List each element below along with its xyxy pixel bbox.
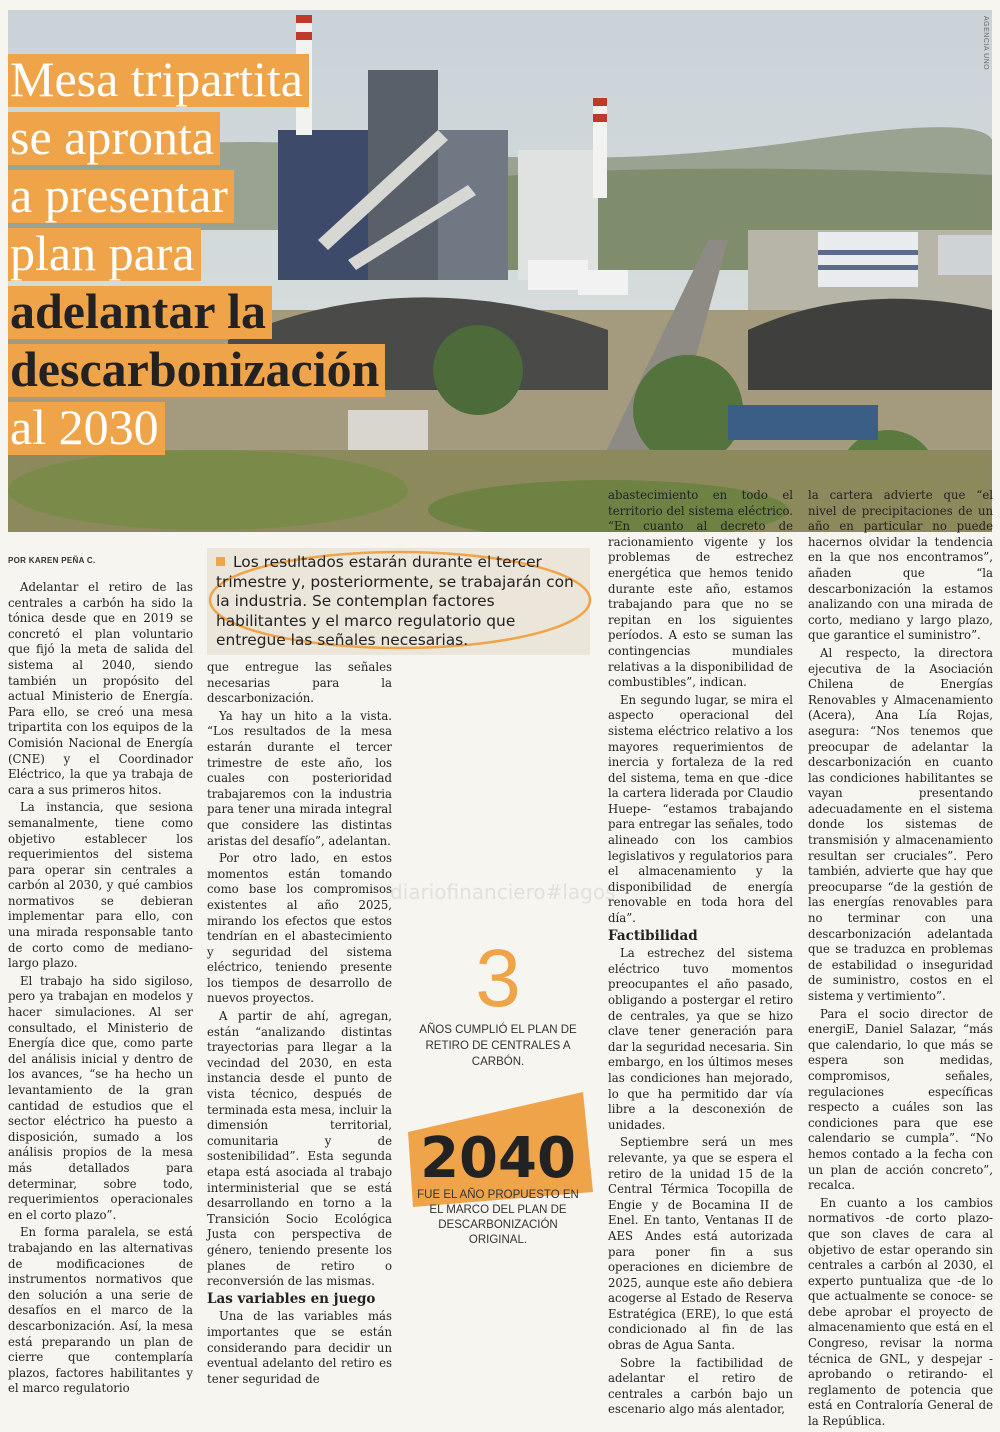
headline-line: al 2030: [8, 402, 385, 455]
article-column-2: [207, 660, 392, 1389]
stat-caption: AÑOS CUMPLIÓ EL PLAN DE RETIRO DE CENTRALES A CARBÓN.: [419, 1024, 577, 1068]
article-column-1: [8, 580, 193, 1399]
paragraph: El trabajo ha sido sigiloso, pero ya trabajan en modelos y hacer simulaciones. Al ser consultado, el Ministerio de Energía dice que, como parte del análisis inicial y dentro de los avances, “se ha hecho un levantamiento de la gran cantidad de estudios que el sector eléctrico ha puesto a disposición, sumado a los análisis propios de la mesa más detallados para determinar, sobre todo, requerimientos operacionales en el corto plazo”.: [8, 973, 193, 1222]
paragraph: Una de las variables más importantes que se están considerando para decidir un eventual adelanto del retiro es tener seguridad de: [207, 1309, 392, 1386]
section-subhead: Las variables en juego: [207, 1290, 376, 1307]
article-column-4: [808, 488, 993, 1432]
paragraph: abastecimiento en todo el territorio del sistema eléctrico. “En cuanto al decreto de racionamiento vigente y los problemas de estrechez energética que hemos tenido durante este año, estamos trabajando para que no se repitan en los siguientes períodos. A esto se suman las contingencias mundiales relativas a la disponibilidad de combustibles”, indican.: [608, 488, 793, 690]
headline-line: a presentar: [8, 170, 385, 223]
stat-caption: FUE EL AÑO PROPUESTO EN EL MARCO DEL PLAN DE DESCARBONIZACIÓN ORIGINAL.: [417, 1189, 579, 1246]
bullet-square-icon: [216, 557, 225, 566]
headline-line: Mesa tripartita: [8, 54, 385, 107]
paragraph: Sobre la factibilidad de adelantar el retiro de centrales a carbón bajo un escenario algo más alentador,: [608, 1355, 793, 1417]
paragraph: la cartera advierte que “el nivel de precipitaciones de un año en particular no puede hacernos olvidar la tendencia en la que nos encontramos”, añaden que “la descarbonización la estamos analizando con una mirada de corto, mediano y largo plazo, que garantice el suministro”.: [808, 488, 993, 643]
headline: [8, 51, 385, 460]
paragraph: Al respecto, la directora ejecutiva de la Asociación Chilena de Energías Renovables y Almacenamiento (Acera), Ana Lía Rojas, asegura: “Nos tenemos que preocupar de adelantar la descarbonización en cuanto las condiciones habilitantes se vayan presentando adecuadamente en el sistema donde los sistemas de transmisión y almacenamiento resultan ser cruciales”. Pero también, advierte que hay que preocuparse “de la gestión de las energías renovables para no terminar con una descarbonización adelantada que se traduzca en problemas de estabilidad o inseguridad de suministro, costos en el sistema y vertimiento”.: [808, 645, 993, 1003]
byline: POR KAREN PEÑA C.: [8, 556, 96, 565]
stat-number: 2040: [420, 1126, 576, 1191]
paragraph: La estrechez del sistema eléctrico tuvo momentos preocupantes el año pasado, obligando a postergar el retiro de centrales, ya que se hizo clave tener generación para dar la seguridad necesaria. Sin embargo, en los últimos meses las condiciones han mejorado, lo que ha permitido dar vía libre a la desconexión de unidades.: [608, 946, 793, 1132]
paragraph: que entregue las señales necesarias para la descarbonización.: [207, 660, 392, 706]
pull-quote: Los resultados estarán durante el tercer trimestre y, posteriormente, se trabajarán con la industria. Se contemplan factores habilitantes y el marco regulatorio que entregue las señales necesarias.: [216, 553, 574, 649]
paragraph: Por otro lado, en estos momentos están tomando como base los compromisos existentes al año 2025, mirando los efectos que estos tendrían en el abastecimiento y seguridad del sistema eléctrico, teniendo presente los tiempos de desarrollo de nuevos proyectos.: [207, 851, 392, 1006]
paragraph: Ya hay un hito a la vista. “Los resultados de la mesa estarán durante el tercer trimestre de este año, los cuales con posterioridad trabajaremos con la industria para tener una mirada integral que considere las distintas aristas del desafío”, adelantan.: [207, 708, 392, 848]
watermark: diariofinanciero#lagos: [390, 880, 616, 904]
headline-line: se apronta: [8, 112, 385, 165]
headline-line: plan para: [8, 228, 385, 281]
headline-line: descarbonización: [8, 344, 385, 397]
paragraph: En cuanto a los cambios normativos -de corto plazo- que son claves de cara al objetivo de estar operando sin centrales a carbón al 2030, el experto puntualiza que -de lo que actualmente se conoce- se debe aprobar el proyecto de almacenamiento que está en el Congreso, revisar la norma técnica de GNL, y despejar -aprobando o retirando- el reglamento de potencia que está en Contraloría General de la República.: [808, 1195, 993, 1429]
paragraph: En segundo lugar, se mira el aspecto operacional del sistema eléctrico relativo a los mayores requerimientos de inercia y fortaleza de la red del sistema, tema en que -dice la cartera liderada por Claudio Huepe- “estamos trabajando para entregar las señales, todo alineado con los cambios legislativos y regulatorios para el almacenamiento y la disponibilidad de energía renovable en toda hora del día”.: [608, 692, 793, 926]
headline-line: adelantar la: [8, 286, 385, 339]
paragraph: Septiembre será un mes relevante, ya que se espera el retiro de la unidad 15 de la Central Térmica Tocopilla de Engie y de Bocamina II de Enel. En tanto, Ventanas II de AES Andes está autorizada para poner fin a sus operaciones en diciembre de 2025, aunque este año debiera acogerse al Estado de Reserva Estratégica (ERE), lo que está condicionado al fin de las obras de Agua Santa.: [608, 1135, 793, 1353]
section-subhead: Factibilidad: [608, 927, 698, 944]
stat-number: 3: [475, 933, 521, 1024]
paragraph: Adelantar el retiro de las centrales a carbón ha sido la tónica desde que en 2019 se concretó el plan voluntario que fijó la meta de salida del sistema al 2040, siendo también un propósito del actual Ministerio de Energía. Para ello, se creó una mesa tripartita con los equipos de la Comisión Nacional de Energía (CNE) y el Coordinador Eléctrico, la que ya trabaja de cara a sus primeros hitos.: [8, 580, 193, 797]
photo-credit: AGENCIA UNO: [982, 16, 989, 71]
paragraph: Para el socio director de energiE, Daniel Salazar, “más que calendario, lo que más se espera son medidas, compromisos, señales, regulaciones específicas respecto a cuáles son las condiciones para que ese calendario se cumpla”. “No hemos contado a la fecha con un plan de acción concreto”, recalca.: [808, 1006, 993, 1193]
article-column-3: [608, 488, 793, 1420]
paragraph: En forma paralela, se está trabajando en las alternativas de modificaciones de instrumentos normativos que den solución a una serie de desafíos en el marco de la descarbonización. Así, la mesa está preparando un plan de cierre que contemplaría plazos, factores habilitantes y el marco regulatorio: [8, 1225, 193, 1396]
paragraph: A partir de ahí, agregan, están “analizando distintas trayectorias para llegar a la vecindad del 2030, en esta instancia desde el punto de vista técnico, después de terminada esta mesa, incluir la dimensión territorial, comunitaria y de sostenibilidad”. Esta segunda etapa está asociada al trabajo interministerial que se está desarrollando en torno a la Transición Socio Ecológica Justa con perspectiva de género, teniendo presente los planes de retiro o reconversión de las mismas.: [207, 1009, 392, 1289]
paragraph: La instancia, que sesiona semanalmente, tiene como objetivo establecer los requerimientos del sistema para operar sin centrales a carbón al 2030, y qué cambios normativos se debieran implementar para ello, con una mirada responsable tanto de corto como de mediano-largo plazo.: [8, 800, 193, 971]
